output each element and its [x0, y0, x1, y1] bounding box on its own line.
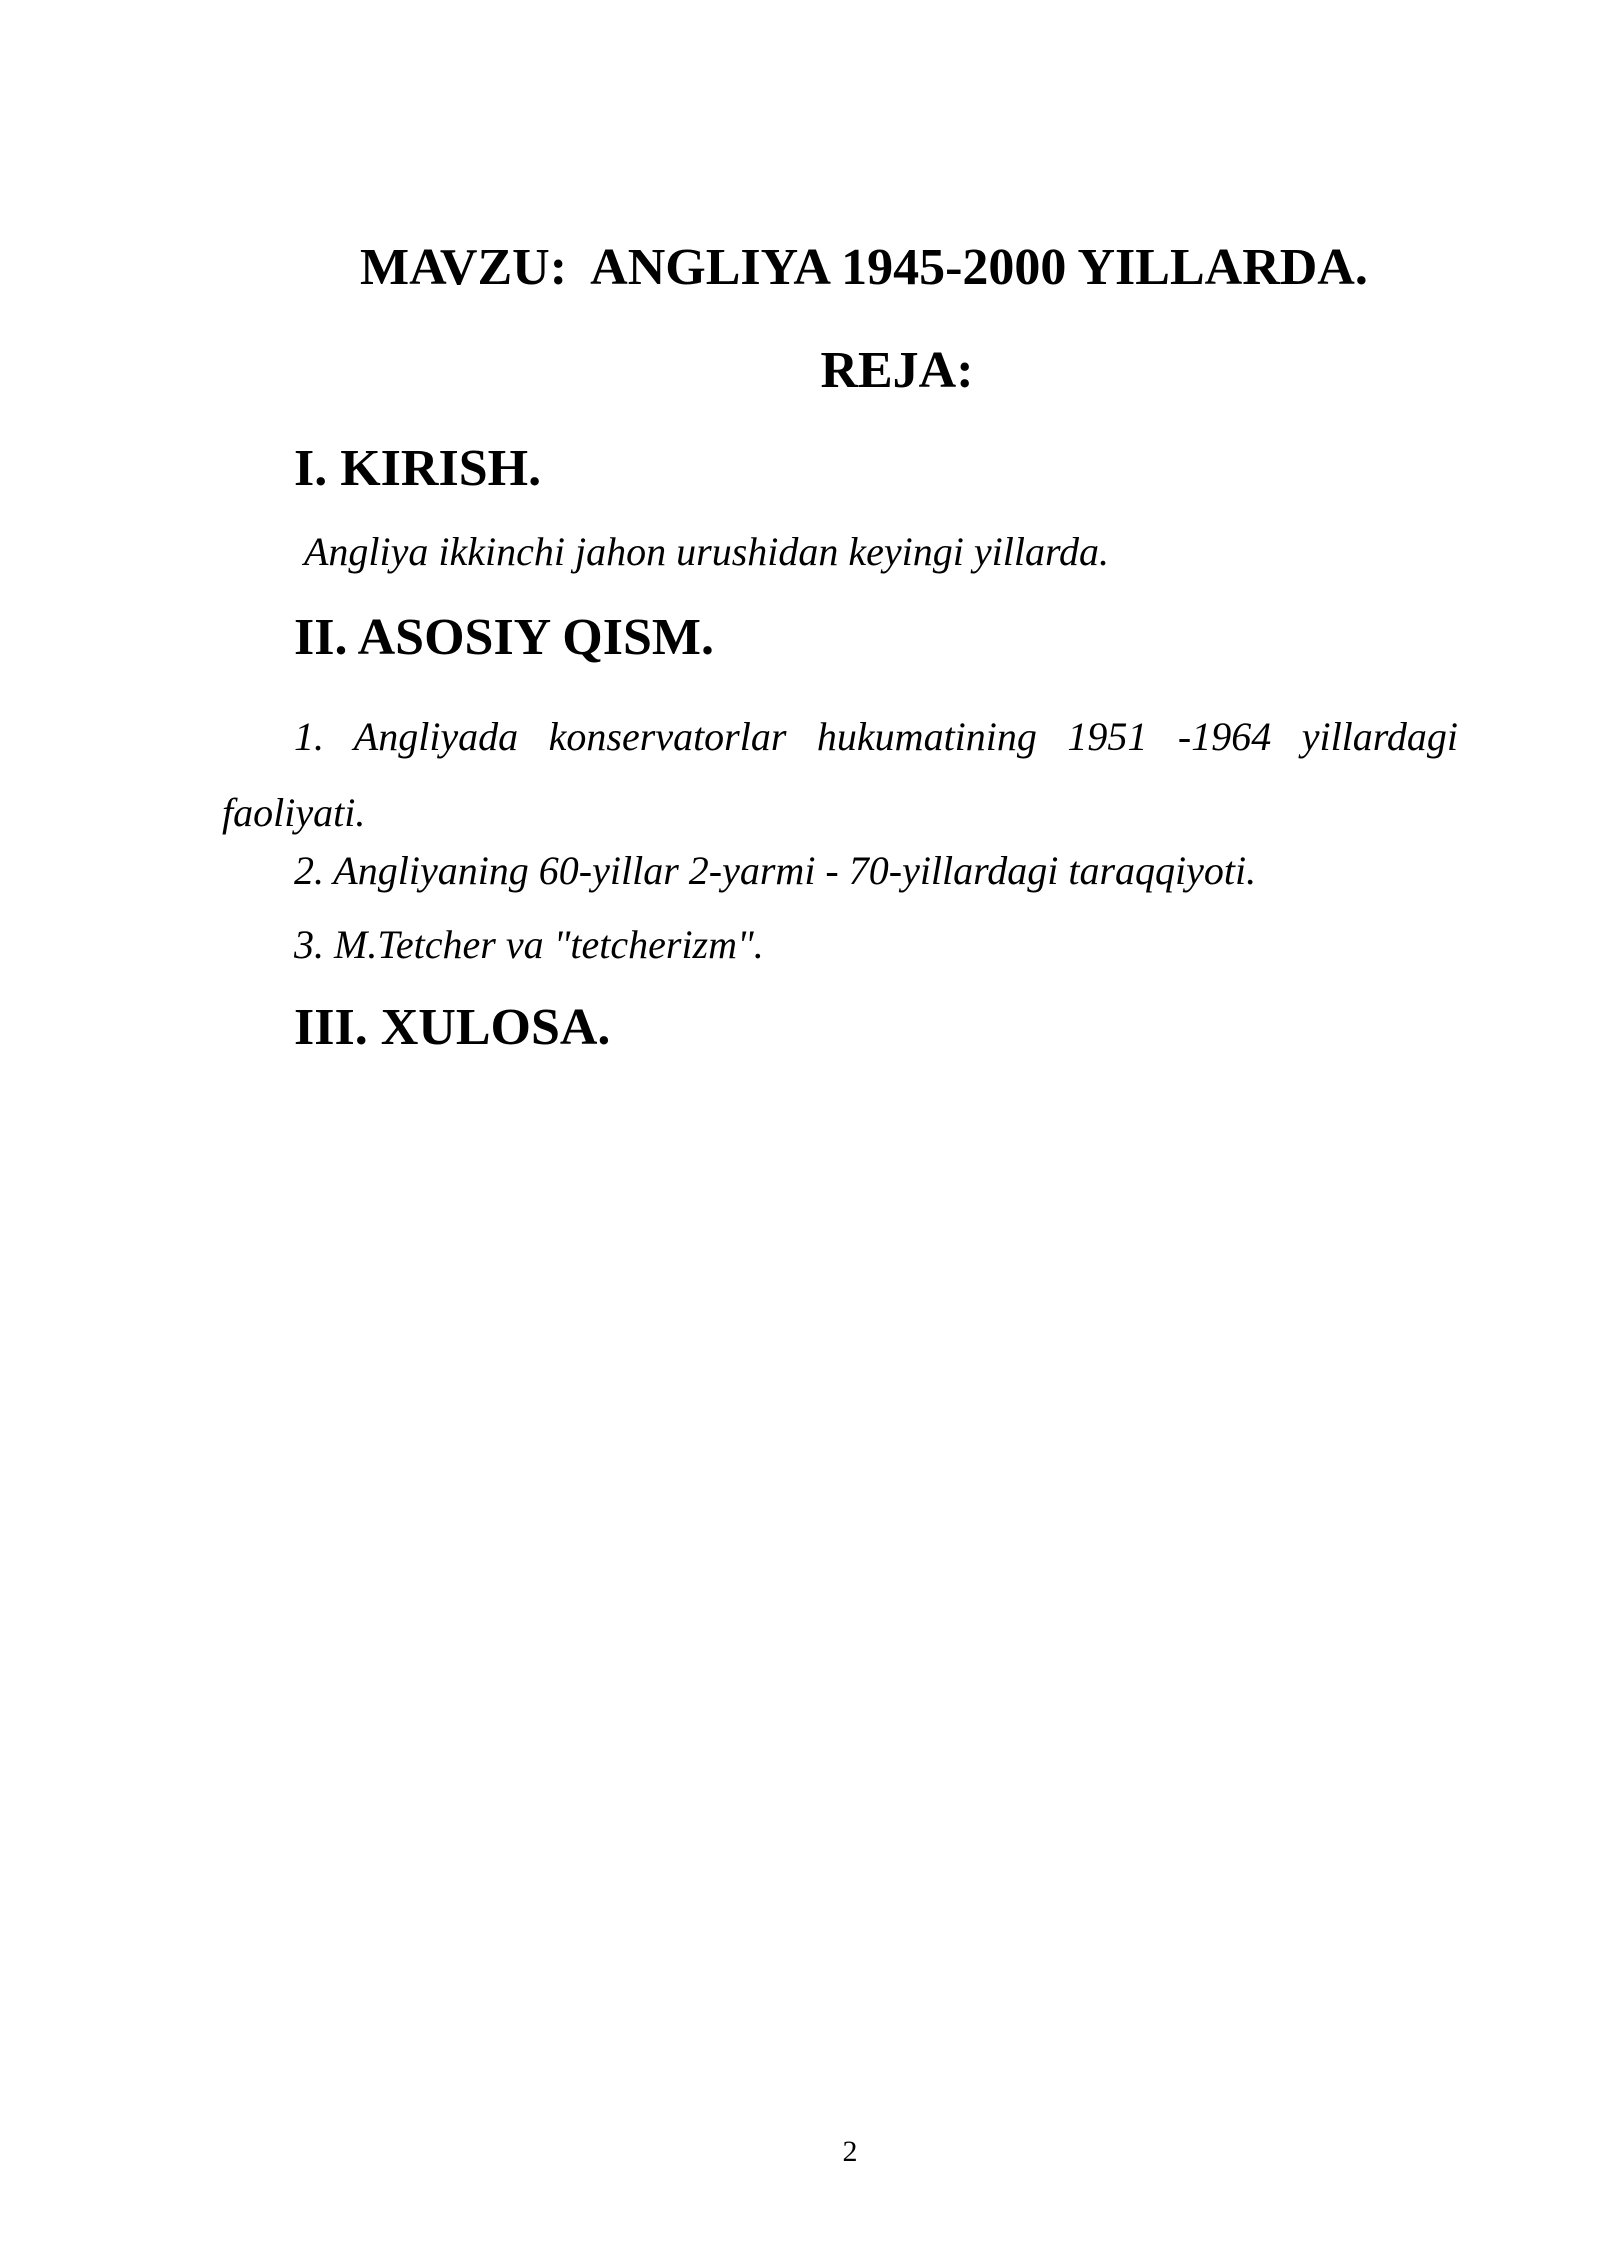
main-part-item-1: 1. Angliyada konservatorlar hukumatining 1951 -1964 yillardagi faoliyati.: [222, 714, 1458, 835]
section-heading-main-part: II. ASOSIY QISM.: [294, 609, 714, 666]
page-number: 2: [842, 2135, 858, 2168]
main-part-item-2: 2. Angliyaning 60-yillar 2-yarmi - 70-yillardagi taraqqiyoti.: [294, 848, 1257, 893]
section-heading-introduction: I. KIRISH.: [294, 440, 542, 497]
introduction-item: Angliya ikkinchi jahon urushidan keyingi yillarda.: [304, 529, 1110, 574]
plan-heading: REJA:: [820, 342, 974, 399]
document-title: MAVZU: ANGLIYA 1945-2000 YILLARDA.: [360, 239, 1368, 296]
main-part-item-3: 3. M.Tetcher va "tetcherizm".: [294, 922, 764, 967]
section-heading-conclusion: III. XULOSA.: [294, 999, 611, 1056]
